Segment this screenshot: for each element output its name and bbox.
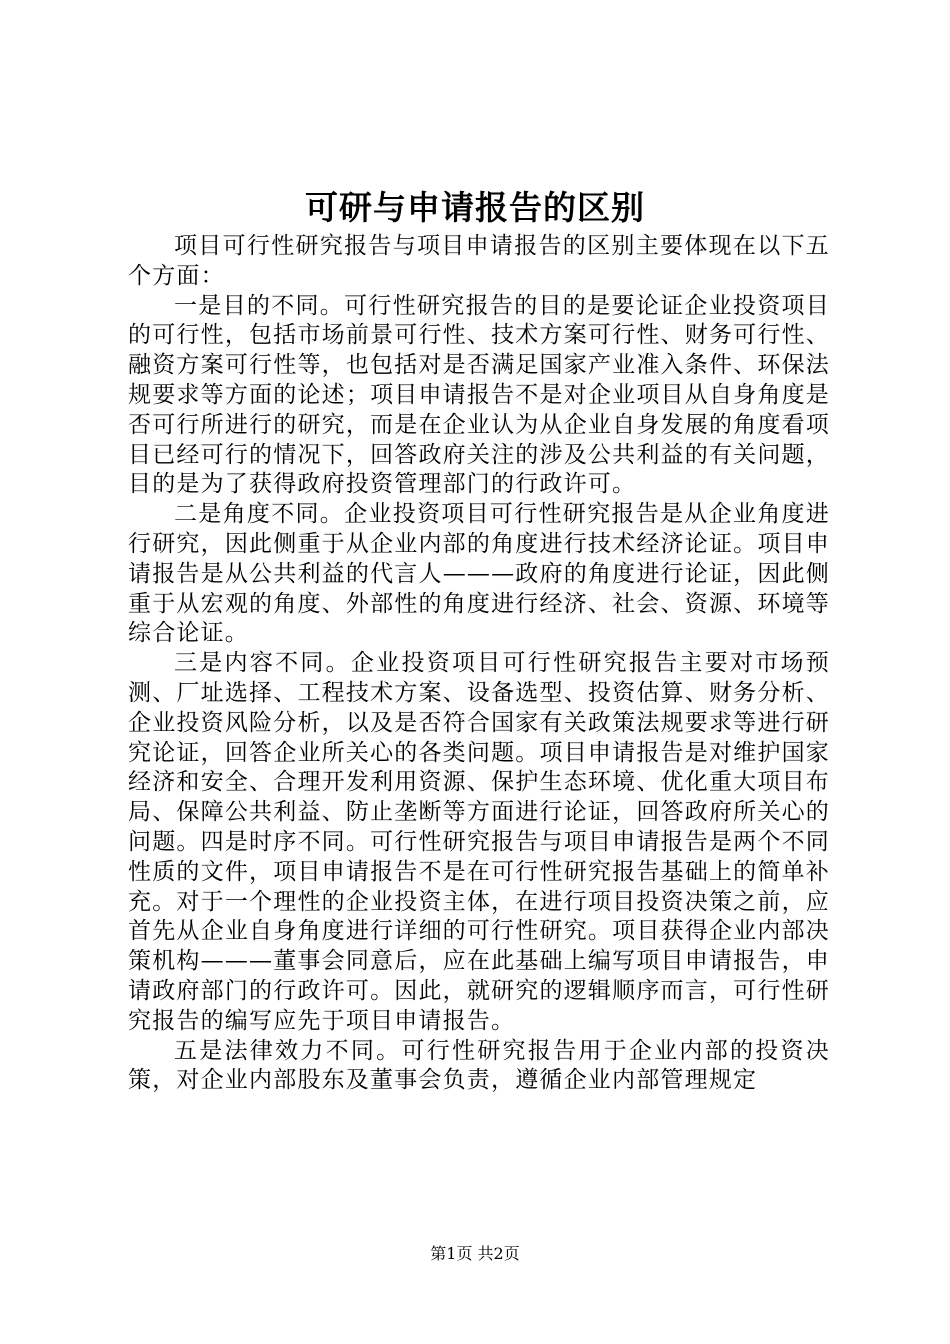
paragraph-intro: 项目可行性研究报告与项目申请报告的区别主要体现在以下五个方面： [128,233,830,289]
paragraph-purpose: 一是目的不同。可行性研究报告的目的是要论证企业投资项目的可行性，包括市场前景可行性、技术方案可行性、财务可行性、融资方案可行性等，也包括对是否满足国家产业准入条件、环保法规要求等方面的论述；项目申请报告不是对企业项目从自身角度是否可行所进行的研究，而是在企业认为从企业自身发展的角度看项目已经可行的情况下，回答政府关注的涉及公共利益的有关问题，目的是为了获得政府投资管理部门的行政许可。 [128,292,830,498]
page-title: 可研与申请报告的区别 [305,188,645,227]
paragraph-content: 三是内容不同。企业投资项目可行性研究报告主要对市场预测、厂址选择、工程技术方案、设备选型、投资估算、财务分析、企业投资风险分析，以及是否符合国家有关政策法规要求等进行研究论证，回答企业所关心的各类问题。项目申请报告是对维护国家经济和安全、合理开发利用资源、保护生态环境、优化重大项目布局、保障公共利益、防止垄断等方面进行论证，回答政府所关心的问题。四是时序不同。可行性研究报告与项目申请报告是两个不同性质的文件，项目申请报告不是在可行性研究报告基础上的简单补充。对于一个理性的企业投资主体，在进行项目投资决策之前，应首先从企业自身角度进行详细的可行性研究。项目获得企业内部决策机构———董事会同意后，应在此基础上编写项目申请报告，申请政府部门的行政许可。因此，就研究的逻辑顺序而言，可行性研究报告的编写应先于项目申请报告。 [128,650,830,1034]
page-number: 第1页 共2页 [430,1244,520,1263]
paragraph-perspective: 二是角度不同。企业投资项目可行性研究报告是从企业角度进行研究，因此侧重于从企业内部的角度进行技术经济论证。项目申请报告是从公共利益的代言人———政府的角度进行论证，因此侧重于从宏观的角度、外部性的角度进行经济、社会、资源、环境等综合论证。 [128,501,830,647]
paragraph-legal-effect: 五是法律效力不同。可行性研究报告用于企业内部的投资决策，对企业内部股东及董事会负责，遵循企业内部管理规定 [128,1037,830,1094]
document-body [128,232,830,1096]
